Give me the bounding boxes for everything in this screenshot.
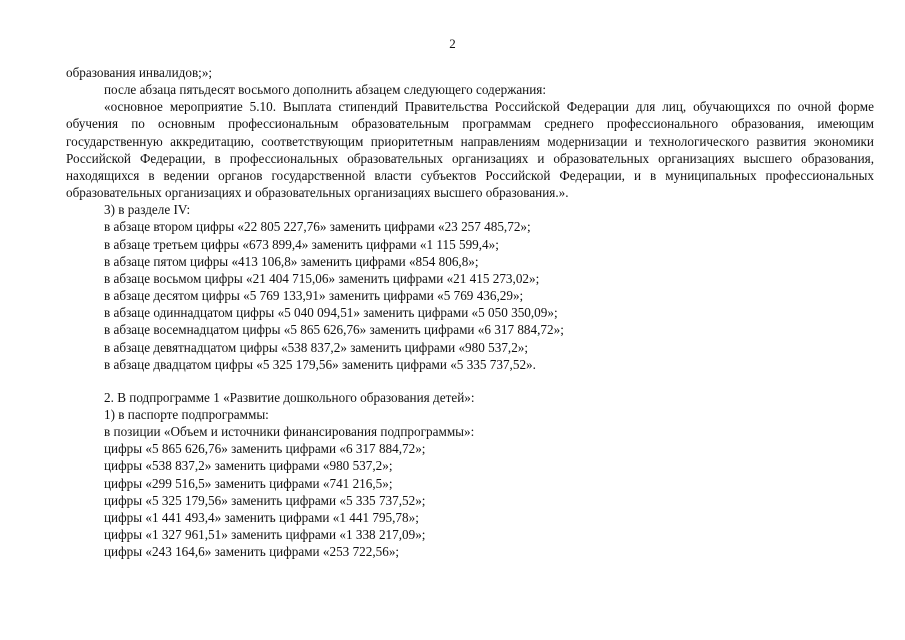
list-item: в абзаце третьем цифры «673 899,4» заменить цифрами «1 115 599,4»;	[104, 236, 499, 252]
section-gap	[66, 373, 874, 389]
paragraph-position: в позиции «Объем и источники финансирования подпрограммы»:	[104, 424, 475, 440]
list-item: цифры «538 837,2» заменить цифрами «980 537,2»;	[104, 458, 393, 474]
list-item: цифры «5 865 626,76» заменить цифрами «6 317 884,72»;	[104, 441, 426, 457]
paragraph-section-iv: 3) в разделе IV:	[104, 202, 191, 218]
paragraph-amendment-intro: после абзаца пятьдесят восьмого дополнить абзацем следующего содержания:	[104, 82, 547, 98]
list-item: в абзаце десятом цифры «5 769 133,91» заменить цифрами «5 769 436,29»;	[104, 288, 524, 304]
list-item: цифры «1 327 961,51» заменить цифрами «1 338 217,09»;	[104, 527, 426, 543]
list-item: в абзаце восемнадцатом цифры «5 865 626,76» заменить цифрами «6 317 884,72»;	[104, 322, 564, 338]
subprogram-heading: 2. В подпрограмме 1 «Развитие дошкольного образования детей»:	[104, 389, 475, 405]
paragraph-continuation: образования инвалидов;»;	[66, 65, 213, 80]
paragraph-main-activity: «основное мероприятие 5.10. Выплата стипендий Правительства Российской Федерации для лиц, обучающихся по очной форме обучения по основным профессиональным образовательным программам среднего профессионального образования, имеющим государственную аккредитацию, соответствующим приоритетным направлениям модернизации и технологического развития экономики Российской Федерации, в профессиональных образовательных организациях и образовательных организациях высшего образования, находящихся в ведении органов государственной власти субъектов Российской Федерации, и в муниципальных профессиональных образовательных организациях и образовательных организациях высшего образования.».	[66, 99, 874, 201]
list-item: в абзаце девятнадцатом цифры «538 837,2» заменить цифрами «980 537,2»;	[104, 339, 529, 355]
list-item: в абзаце одиннадцатом цифры «5 040 094,51» заменить цифрами «5 050 350,09»;	[104, 305, 558, 321]
list-item: в абзаце втором цифры «22 805 227,76» заменить цифрами «23 257 485,72»;	[104, 219, 531, 235]
list-item: цифры «1 441 493,4» заменить цифрами «1 441 795,78»;	[104, 509, 419, 525]
list-item: цифры «5 325 179,56» заменить цифрами «5 335 737,52»;	[104, 492, 426, 508]
page-number: 2	[449, 36, 456, 51]
list-item: в абзаце пятом цифры «413 106,8» заменить цифрами «854 806,8»;	[104, 253, 479, 269]
list-item: в абзаце двадцатом цифры «5 325 179,56» заменить цифрами «5 335 737,52».	[104, 356, 536, 372]
list-item: цифры «299 516,5» заменить цифрами «741 216,5»;	[104, 475, 393, 491]
list-item: цифры «243 164,6» заменить цифрами «253 722,56»;	[104, 544, 400, 560]
paragraph-passport: 1) в паспорте подпрограммы:	[104, 406, 269, 422]
document-body	[66, 64, 874, 560]
list-item: в абзаце восьмом цифры «21 404 715,06» заменить цифрами «21 415 273,02»;	[104, 270, 540, 286]
